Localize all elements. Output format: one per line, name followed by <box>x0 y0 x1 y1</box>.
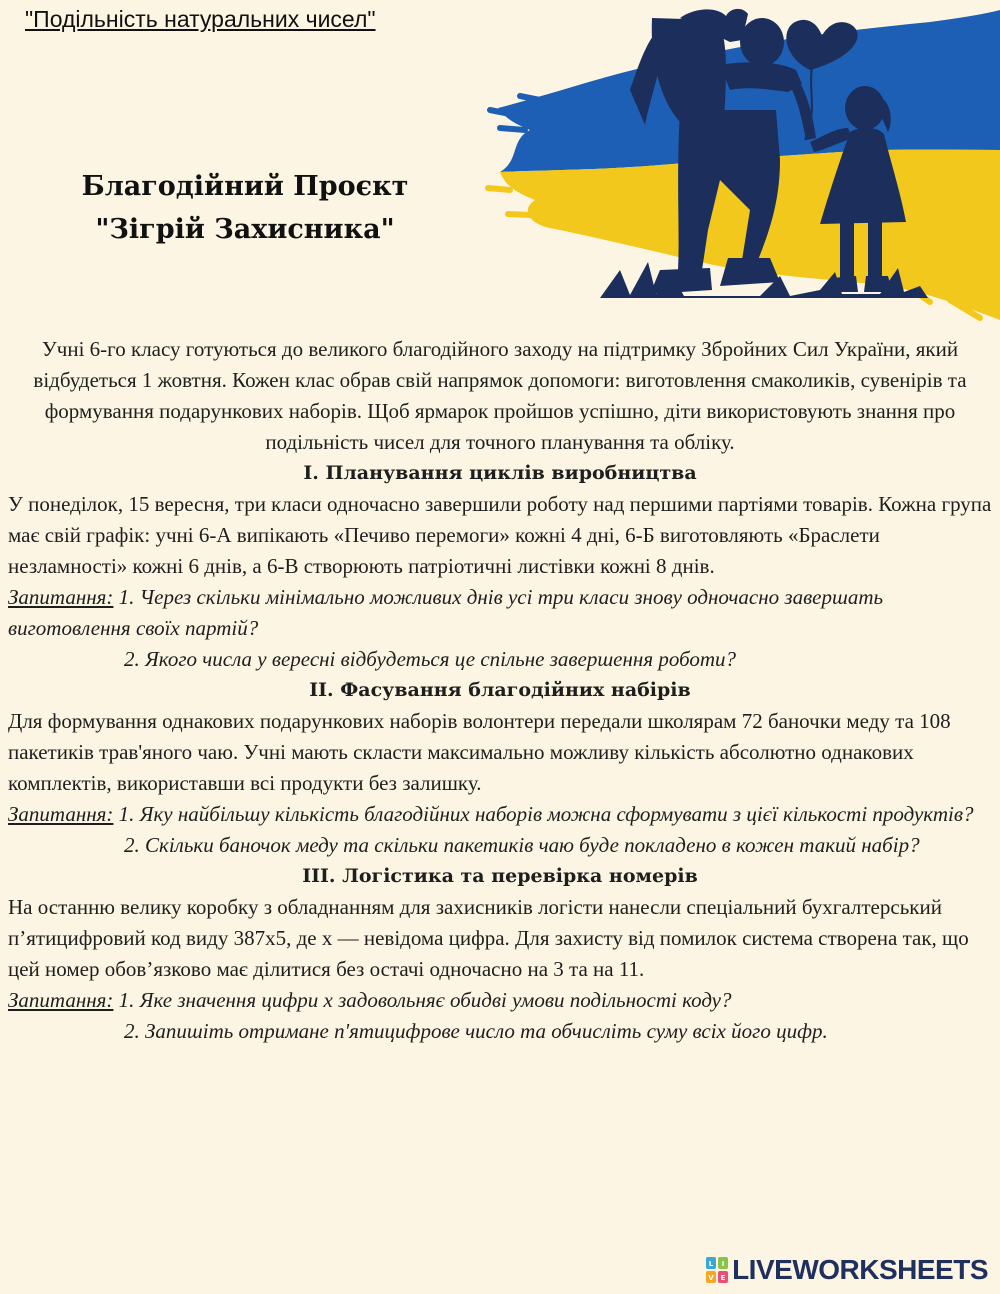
liveworksheets-badge-icon <box>706 1257 728 1283</box>
section-3-question-2: 2. Запишіть отримане п'ятицифрове число та обчисліть суму всіх його цифр. <box>124 1019 828 1043</box>
question-label: Запитання: <box>8 988 114 1012</box>
section-2-text: Для формування однакових подарункових наборів волонтери передали школярам 72 баночки меду та 108 пакетиків трав'яного чаю. Учні мають скласти максимально можливу кількість абсолютно однакових комплектів, використавши всі продукти без залишку. <box>8 709 951 795</box>
question-label: Запитання: <box>8 585 114 609</box>
badge-letter-l: L <box>708 1260 714 1268</box>
page-title <box>40 165 450 251</box>
section-1-question-2: 2. Якого числа у вересні відбудеться це спільне завершення роботи? <box>124 647 737 671</box>
badge-letter-e: E <box>720 1274 726 1282</box>
liveworksheets-logo[interactable] <box>706 1254 988 1286</box>
section-3-question-1: Запитання: 1. Яке значення цифри х задовольняє обидві умови подільності коду? <box>8 988 732 1012</box>
section-1-heading: І. Планування циклів виробництва <box>303 462 697 484</box>
ukraine-flag-soldier-illustration <box>480 0 1000 330</box>
worksheet-content <box>8 334 992 1047</box>
section-2-question-2: 2. Скільки баночок меду та скільки пакетиків чаю буде покладено в кожен такий набір? <box>124 833 920 857</box>
section-2-heading: ІІ. Фасування благодійних набірів <box>309 679 691 701</box>
section-3-heading: ІІІ. Логістика та перевірка номерів <box>302 865 698 887</box>
badge-letter-v: V <box>708 1274 714 1282</box>
section-1-question-1: Запитання: 1. Через скільки мінімально можливих днів усі три класи знову одночасно завершать виготовлення своїх партій? <box>8 585 884 640</box>
section-2-question-1: Запитання: 1. Яку найбільшу кількість благодійних наборів можна сформувати з цієї кількості продуктів? <box>8 802 974 826</box>
section-3-text: На останню велику коробку з обладнанням для захисників логісти нанесли спеціальний бухгалтерський п’ятицифровий код виду 387х5, де х — невідома цифра. Для захисту від помилок система створена так, що цей номер обов’язково має ділитися без остачі одночасно на 3 та на 11. <box>8 895 969 981</box>
title-line-2: "Зігрій Захисника" <box>95 214 395 245</box>
title-line-1: Благодійний Проєкт <box>81 171 409 202</box>
badge-letter-i: I <box>721 1260 725 1268</box>
section-1-text: У понеділок, 15 вересня, три класи одночасно завершили роботу над першими партіями товарів. Кожна група має свій графік: учні 6-А випікають «Печиво перемоги» кожні 4 дні, 6-Б виготовляють «Браслети незламності» кожні 6 днів, а 6-В створюють патріотичні листівки кожні 8 днів. <box>8 492 992 578</box>
intro-paragraph: Учні 6-го класу готуються до великого благодійного заходу на підтримку Збройних Сил України, який відбудеться 1 жовтня. Кожен клас обрав свій напрямок допомоги: виготовлення смаколиків, сувенірів та формування подарункових наборів. Щоб ярмарок пройшов успішно, діти використовують знання про подільність чисел для точного планування та обліку. <box>33 337 967 454</box>
worksheet-topic: "Подільність натуральних чисел" <box>25 6 376 32</box>
question-label: Запитання: <box>8 802 114 826</box>
liveworksheets-logo-text: LIVEWORKSHEETS <box>732 1254 988 1285</box>
